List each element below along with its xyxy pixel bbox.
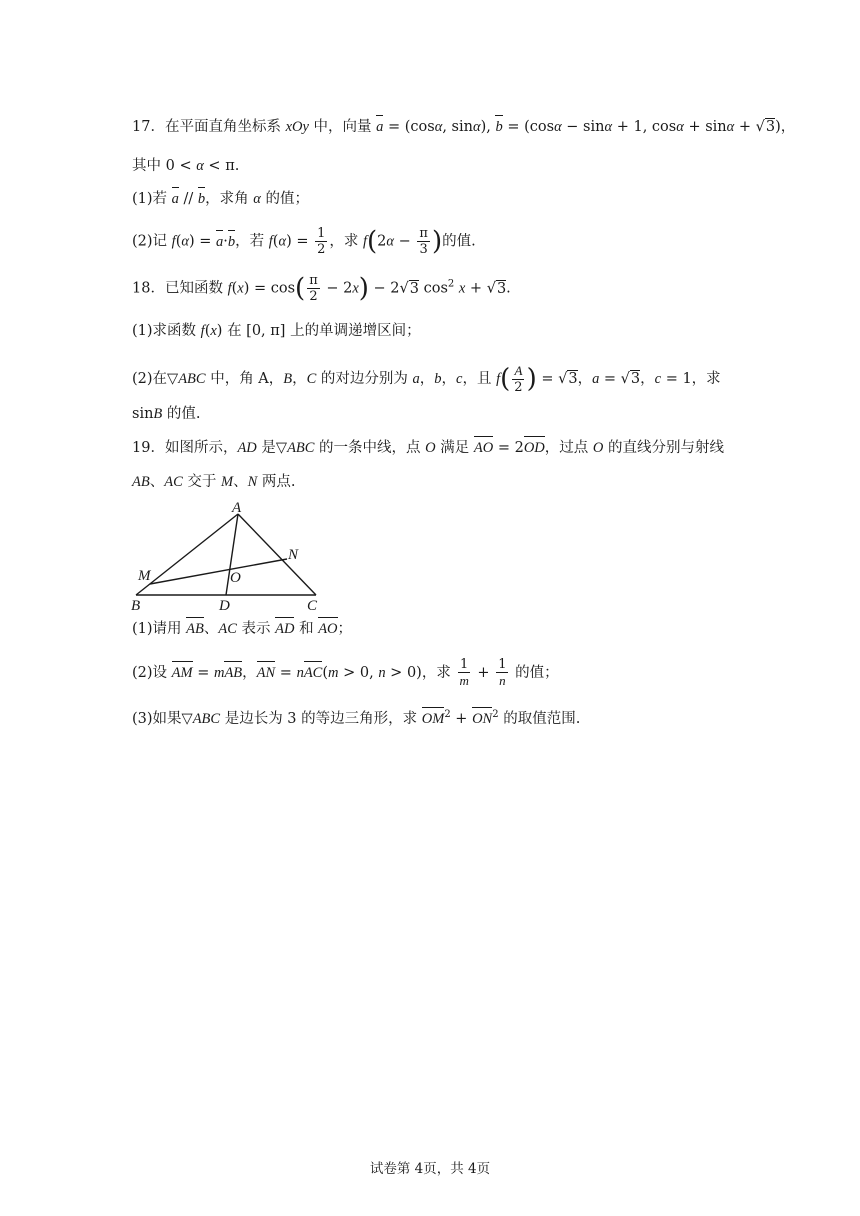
q17-part1: (1)若 a // b，求角 α 的值； bbox=[132, 188, 740, 210]
side-ab bbox=[136, 514, 238, 595]
page-footer: 试卷第 4页，共 4页 bbox=[369, 1161, 491, 1177]
label-n: N bbox=[288, 547, 299, 563]
label-c: C bbox=[307, 598, 318, 614]
q19-line2: AB、AC 交于 M、N 两点. bbox=[132, 474, 296, 490]
q19-part2: (2)设 AM = mAB，AN = nAC(m > 0, n > 0)，求 $\frac{1}{m}$ + $\frac{1}{n}$ 的值； bbox=[132, 657, 559, 688]
side-ac bbox=[238, 514, 316, 595]
label-a: A bbox=[232, 500, 242, 516]
label-o: O bbox=[230, 570, 241, 586]
line-mn bbox=[150, 559, 287, 584]
q18-part2: (2)在▽ABC 中，角 A，B，C 的对边分别为 a，b，c，且 f( $\frac{A}{2}$ ) = √3，a = √3，c = 1，求 bbox=[132, 363, 721, 395]
q19-line1: 19．如图所示，AD 是▽ABC 的一条中线，点 O 满足 AO = 2OD，过点 O 的直线分别与射线 bbox=[132, 437, 740, 459]
q17-line2: 其中 0 < α < π. bbox=[132, 158, 240, 174]
q18-part1: (1)求函数 f(x) 在 [0, π] 上的单调递增区间； bbox=[132, 323, 421, 339]
q19-part1: (1)请用 AB、AC 表示 AD 和 AO； bbox=[132, 618, 740, 640]
q17-part2: (2)记 f(α) = a·b，若 f(α) = $\frac{1}{2}$ ，求 f(2α − $\frac{\pi}{3}$ )的值. bbox=[132, 226, 476, 257]
q18-part2b: sinB 的值. bbox=[132, 406, 201, 422]
q19-part3: (3)如果▽ABC 是边长为 3 的等边三角形，求 $OM^2 + ON^2$ 的取值范围. bbox=[132, 704, 740, 730]
triangle-figure bbox=[130, 496, 330, 614]
label-b: B bbox=[131, 598, 141, 614]
q17-line1: 17．在平面直角坐标系 xOy 中，向量 a = (cosα, sinα), b = (cosα − sinα + 1, cosα + sinα + √3)， bbox=[132, 116, 740, 138]
label-m: M bbox=[138, 568, 151, 584]
q18-line1: 18．已知函数 f(x) = cos( $\frac{\pi}{2}$ − 2x) − 2√3 $\cos^2 x + √3$. bbox=[132, 273, 511, 304]
label-d: D bbox=[219, 598, 230, 614]
